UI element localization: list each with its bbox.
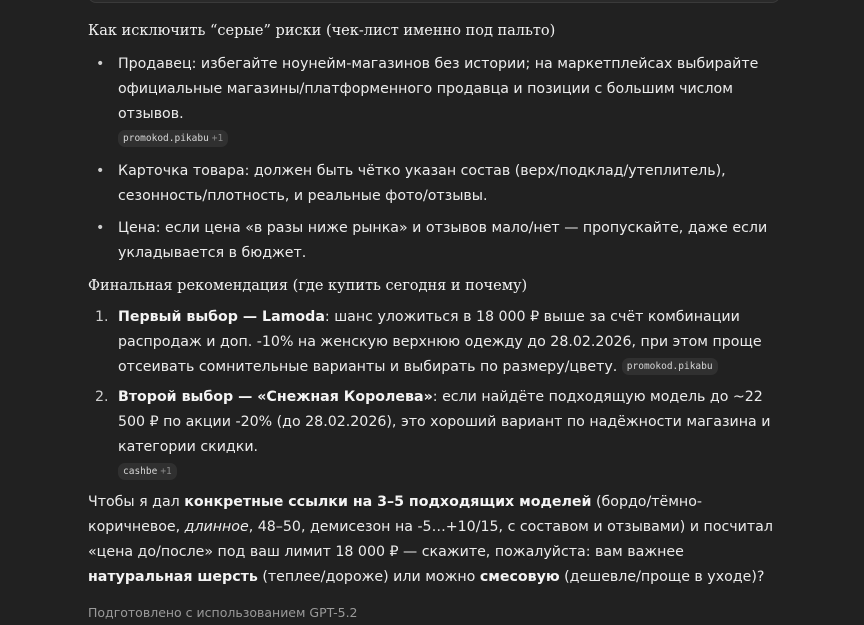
text-run: (дешевле/проще в уходе)? [559, 569, 765, 585]
bullet-icon: • [96, 56, 105, 72]
italic-text: длинное [184, 519, 249, 535]
section-heading-risks: Как исключить “серые” риски (чек-лист именно под пальто) [88, 23, 556, 39]
previous-block-edge [88, 0, 780, 3]
citation-chip[interactable] [118, 463, 177, 480]
emphasis-text: смесовую [479, 569, 560, 585]
citation-source: promokod.pikabu [123, 133, 209, 144]
list-number: 1. [95, 309, 109, 325]
text-run: Чтобы я дал [88, 494, 185, 510]
citation-chip[interactable] [622, 358, 718, 375]
list-item [88, 159, 780, 209]
emphasis-text: конкретные ссылки на 3–5 подходящих моделей [184, 494, 592, 510]
citation-extra-count: +1 [160, 466, 172, 477]
citation-source: promokod.pikabu [626, 361, 713, 372]
recommendation-text: : если найдёте подходящую модель до ~22 500 ₽ по акции -20% (до 28.02.2026), это хороший вариант по надёжности магазина и категории скидки. [118, 389, 771, 455]
emphasis-text: натуральная шерсть [88, 569, 258, 585]
list-item-text: Продавец: избегайте ноунейм-магазинов без истории; на маркетплейсах выбирайте официальные магазины/платформенного продавца и позиции с большим числом отзывов. [118, 56, 759, 122]
text-run: , 48–50, демисезон на -5…+10/15, с составом и отзывами) и посчитал «цена до/после» под ваш лимит 18 000 ₽ — скажите, пожалуйста: вам важнее [88, 519, 773, 560]
bullet-icon: • [96, 220, 105, 236]
recommendation-title: Первый выбор — Lamoda [118, 309, 325, 325]
text-run: (бордо/тёмно-коричневое, [88, 494, 703, 535]
citation-extra-count: +1 [211, 133, 224, 144]
assistant-message [88, 16, 780, 625]
text-run: (теплее/дороже) или можно [257, 569, 480, 585]
list-item [88, 216, 780, 266]
recommendation-title: Второй выбор — «Снежная Королева» [118, 389, 433, 405]
closing-paragraph [88, 490, 780, 590]
recommendation-text: : шанс уложиться в 18 000 ₽ выше за счёт комбинации распродаж и доп. -10% на женскую верхнюю одежду до 28.02.2026, при этом проще отсеивать сомнительные варианты и выбирать по размеру/цвету. [118, 309, 762, 375]
list-item-text: Цена: если цена «в разы ниже рынка» и отзывов мало/нет — пропускайте, даже если укладывается в бюджет. [118, 220, 768, 261]
list-item [88, 305, 780, 380]
recommendation-list [88, 305, 780, 485]
citation-source: cashbe [123, 466, 158, 477]
section-heading-recommendation: Финальная рекомендация (где купить сегодня и почему) [88, 278, 528, 294]
list-item [88, 385, 780, 485]
list-item-text: Карточка товара: должен быть чётко указан состав (верх/подклад/утеплитель), сезонность/плотность, и реальные фото/отзывы. [118, 163, 726, 204]
list-item [88, 52, 780, 152]
list-number: 2. [95, 389, 109, 405]
risk-checklist [88, 52, 780, 266]
model-footnote: Подготовлено с использованием GPT-5.2 [88, 605, 358, 620]
citation-chip[interactable] [118, 130, 228, 147]
bullet-icon: • [96, 163, 105, 179]
